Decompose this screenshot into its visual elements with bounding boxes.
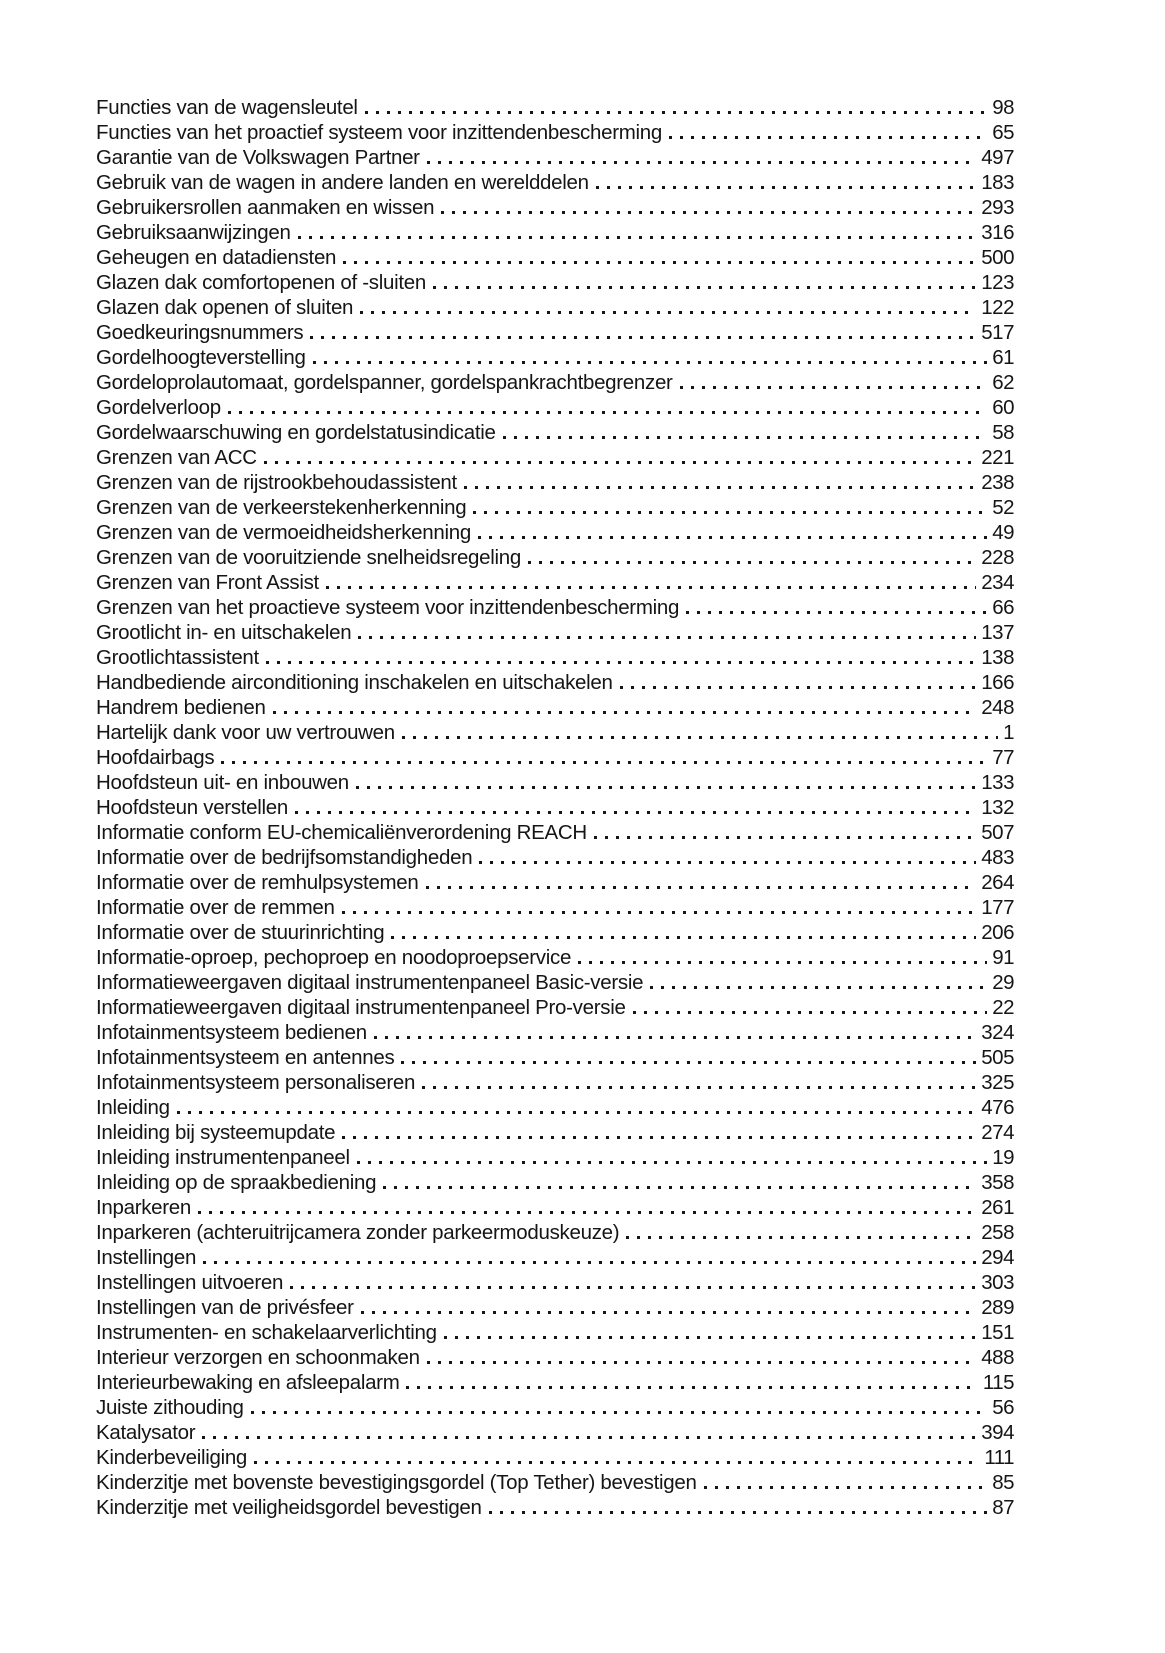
- toc-dot-leader: [482, 1495, 993, 1520]
- toc-entry-label: Grenzen van de verkeerstekenherkenning: [96, 496, 467, 519]
- toc-entry-page-number: 476: [981, 1096, 1014, 1119]
- toc-dot-leader: [496, 420, 993, 445]
- toc-entry-label: Kinderbeveiliging: [96, 1446, 248, 1469]
- toc-entry: [96, 1245, 1014, 1270]
- toc-entry-page-number: 500: [981, 246, 1014, 269]
- toc-entry: [96, 220, 1014, 245]
- toc-entry: [96, 1120, 1014, 1145]
- toc-entry-label: Juiste zithouding: [96, 1396, 244, 1419]
- toc-entry: [96, 1395, 1014, 1420]
- toc-dot-leader: [353, 295, 981, 320]
- toc-entry-page-number: 358: [981, 1171, 1014, 1194]
- toc-entry-page-number: 517: [981, 321, 1014, 344]
- toc-entry-label: Informatie-oproep, pechoproep en noodoproepservice: [96, 946, 572, 969]
- toc-entry-label: Garantie van de Volkswagen Partner: [96, 146, 420, 169]
- toc-entry-label: Functies van het proactief systeem voor inzittendenbescherming: [96, 121, 662, 144]
- toc-dot-leader: [247, 1445, 984, 1470]
- toc-entry-label: Hoofdsteun verstellen: [96, 796, 288, 819]
- toc-dot-leader: [349, 770, 981, 795]
- toc-entry-label: Informatieweergaven digitaal instrumentenpaneel Pro-versie: [96, 996, 626, 1019]
- toc-entry: [96, 1070, 1014, 1095]
- toc-entry-label: Grootlichtassistent: [96, 646, 259, 669]
- toc-entry: [96, 595, 1014, 620]
- toc-entry: [96, 120, 1014, 145]
- toc-entry: [96, 720, 1014, 745]
- toc-entry: [96, 270, 1014, 295]
- toc-entry-label: Gebruikersrollen aanmaken en wissen: [96, 196, 435, 219]
- toc-entry: [96, 320, 1014, 345]
- toc-entry: [96, 570, 1014, 595]
- toc-entry-label: Informatieweergaven digitaal instrumentenpaneel Basic-versie: [96, 971, 644, 994]
- toc-entry-label: Kinderzitje met veiligheidsgordel bevestigen: [96, 1496, 482, 1519]
- toc-entry: [96, 1220, 1014, 1245]
- toc-dot-leader: [266, 695, 982, 720]
- toc-dot-leader: [384, 920, 981, 945]
- toc-entry-page-number: 261: [981, 1196, 1014, 1219]
- toc-dot-leader: [472, 845, 981, 870]
- toc-entry: [96, 845, 1014, 870]
- toc-dot-leader: [673, 370, 993, 395]
- toc-entry-label: Inparkeren (achteruitrijcamera zonder parkeermoduskeuze): [96, 1221, 620, 1244]
- toc-entry: [96, 1470, 1014, 1495]
- toc-dot-leader: [336, 245, 981, 270]
- toc-dot-leader: [319, 570, 981, 595]
- toc-entry-page-number: 60: [992, 396, 1014, 419]
- toc-entry-page-number: 138: [981, 646, 1014, 669]
- toc-entry: [96, 1295, 1014, 1320]
- toc-dot-leader: [419, 870, 982, 895]
- toc-entry: [96, 1095, 1014, 1120]
- toc-entry-label: Gordeloprolautomaat, gordelspanner, gordelspankrachtbegrenzer: [96, 371, 673, 394]
- toc-entry-page-number: 166: [981, 671, 1014, 694]
- toc-entry-label: Grootlicht in- en uitschakelen: [96, 621, 352, 644]
- toc-dot-leader: [395, 720, 1003, 745]
- toc-entry-page-number: 91: [992, 946, 1014, 969]
- toc-dot-leader: [257, 445, 982, 470]
- toc-entry: [96, 620, 1014, 645]
- toc-entry: [96, 945, 1014, 970]
- toc-entry-page-number: 394: [981, 1421, 1014, 1444]
- toc-entry: [96, 1020, 1014, 1045]
- toc-dot-leader: [376, 1170, 981, 1195]
- toc-dot-leader: [259, 645, 981, 670]
- toc-dot-leader: [358, 95, 993, 120]
- toc-dot-leader: [613, 670, 982, 695]
- toc-entry: [96, 1420, 1014, 1445]
- toc-dot-leader: [196, 1245, 981, 1270]
- toc-entry: [96, 1345, 1014, 1370]
- toc-dot-leader: [457, 470, 981, 495]
- toc-entry: [96, 420, 1014, 445]
- toc-dot-leader: [589, 170, 982, 195]
- toc-dot-leader: [420, 145, 982, 170]
- toc-entry-label: Handbediende airconditioning inschakelen en uitschakelen: [96, 671, 613, 694]
- toc-entry: [96, 970, 1014, 995]
- toc-entry: [96, 695, 1014, 720]
- toc-entry: [96, 1445, 1014, 1470]
- toc-entry-page-number: 234: [981, 571, 1014, 594]
- toc-entry: [96, 870, 1014, 895]
- toc-entry-label: Glazen dak openen of sluiten: [96, 296, 354, 319]
- toc-entry-label: Informatie over de remmen: [96, 896, 335, 919]
- toc-list: [96, 95, 1014, 1520]
- toc-dot-leader: [426, 270, 981, 295]
- toc-entry-page-number: 85: [992, 1471, 1014, 1494]
- toc-entry: [96, 545, 1014, 570]
- toc-entry: [96, 445, 1014, 470]
- toc-entry-page-number: 111: [984, 1446, 1014, 1469]
- toc-entry-label: Instellingen: [96, 1246, 197, 1269]
- toc-entry-label: Grenzen van het proactieve systeem voor inzittendenbescherming: [96, 596, 680, 619]
- toc-entry-label: Grenzen van Front Assist: [96, 571, 319, 594]
- toc-entry: [96, 245, 1014, 270]
- toc-entry: [96, 395, 1014, 420]
- toc-entry-label: Gordelverloop: [96, 396, 221, 419]
- toc-dot-leader: [303, 320, 981, 345]
- toc-entry-label: Instellingen van de privésfeer: [96, 1296, 354, 1319]
- toc-entry: [96, 470, 1014, 495]
- toc-dot-leader: [471, 520, 992, 545]
- toc-entry-label: Informatie over de bedrijfsomstandigheden: [96, 846, 473, 869]
- toc-entry-label: Hoofdairbags: [96, 746, 215, 769]
- toc-entry: [96, 1320, 1014, 1345]
- toc-entry: [96, 1195, 1014, 1220]
- toc-dot-leader: [214, 745, 992, 770]
- toc-entry-page-number: 56: [992, 1396, 1014, 1419]
- toc-entry-label: Interieur verzorgen en schoonmaken: [96, 1346, 420, 1369]
- toc-entry-page-number: 98: [992, 96, 1014, 119]
- toc-entry-label: Gebruiksaanwijzingen: [96, 221, 291, 244]
- toc-dot-leader: [394, 1045, 981, 1070]
- toc-entry-label: Inleiding instrumentenpaneel: [96, 1146, 350, 1169]
- toc-dot-leader: [399, 1370, 982, 1395]
- toc-dot-leader: [434, 195, 981, 220]
- toc-entry-page-number: 115: [982, 1371, 1014, 1394]
- toc-entry-label: Hoofdsteun uit- en inbouwen: [96, 771, 349, 794]
- toc-dot-leader: [306, 345, 993, 370]
- toc-entry-page-number: 505: [981, 1046, 1014, 1069]
- toc-dot-leader: [466, 495, 992, 520]
- toc-entry-label: Inleiding: [96, 1096, 170, 1119]
- toc-entry-page-number: 122: [981, 296, 1014, 319]
- toc-entry-page-number: 49: [992, 521, 1014, 544]
- toc-entry-page-number: 507: [981, 821, 1014, 844]
- toc-dot-leader: [571, 945, 992, 970]
- toc-entry-page-number: 274: [981, 1121, 1014, 1144]
- toc-dot-leader: [679, 595, 992, 620]
- toc-entry-page-number: 183: [981, 171, 1014, 194]
- toc-entry-page-number: 1: [1003, 721, 1014, 744]
- toc-entry-page-number: 248: [981, 696, 1014, 719]
- toc-entry-page-number: 483: [981, 846, 1014, 869]
- toc-dot-leader: [221, 395, 992, 420]
- toc-entry-page-number: 294: [981, 1246, 1014, 1269]
- toc-entry: [96, 1270, 1014, 1295]
- toc-entry-label: Inleiding bij systeemupdate: [96, 1121, 336, 1144]
- toc-entry-page-number: 316: [981, 221, 1014, 244]
- toc-entry: [96, 1495, 1014, 1520]
- toc-dot-leader: [626, 995, 993, 1020]
- toc-entry: [96, 370, 1014, 395]
- toc-entry-label: Grenzen van de vooruitziende snelheidsregeling: [96, 546, 521, 569]
- toc-entry: [96, 95, 1014, 120]
- toc-entry-page-number: 66: [992, 596, 1014, 619]
- toc-dot-leader: [335, 895, 982, 920]
- toc-entry-page-number: 22: [992, 996, 1014, 1019]
- toc-entry-label: Instellingen uitvoeren: [96, 1271, 284, 1294]
- toc-entry-page-number: 238: [981, 471, 1014, 494]
- toc-entry-page-number: 303: [981, 1271, 1014, 1294]
- toc-entry-label: Infotainmentsysteem bedienen: [96, 1021, 367, 1044]
- toc-entry-page-number: 293: [981, 196, 1014, 219]
- toc-entry: [96, 645, 1014, 670]
- toc-entry: [96, 1370, 1014, 1395]
- toc-entry-label: Goedkeuringsnummers: [96, 321, 304, 344]
- toc-entry-label: Instrumenten- en schakelaarverlichting: [96, 1321, 437, 1344]
- toc-entry-label: Informatie conform EU-chemicaliënverordening REACH: [96, 821, 587, 844]
- toc-entry: [96, 495, 1014, 520]
- toc-entry: [96, 170, 1014, 195]
- toc-entry-page-number: 289: [981, 1296, 1014, 1319]
- toc-entry-page-number: 228: [981, 546, 1014, 569]
- toc-entry: [96, 770, 1014, 795]
- toc-entry: [96, 820, 1014, 845]
- toc-entry-page-number: 497: [981, 146, 1014, 169]
- toc-dot-leader: [291, 220, 982, 245]
- toc-dot-leader: [354, 1295, 982, 1320]
- toc-entry-page-number: 488: [981, 1346, 1014, 1369]
- toc-entry-label: Gordelhoogteverstelling: [96, 346, 306, 369]
- toc-entry-page-number: 87: [992, 1496, 1014, 1519]
- toc-entry-label: Glazen dak comfortopenen of -sluiten: [96, 271, 426, 294]
- toc-entry-label: Handrem bedienen: [96, 696, 266, 719]
- toc-entry-page-number: 61: [992, 346, 1014, 369]
- toc-entry-label: Katalysator: [96, 1421, 196, 1444]
- toc-dot-leader: [170, 1095, 982, 1120]
- toc-dot-leader: [191, 1195, 981, 1220]
- toc-entry-label: Informatie over de stuurinrichting: [96, 921, 385, 944]
- toc-entry-page-number: 324: [981, 1021, 1014, 1044]
- toc-entry-page-number: 137: [981, 621, 1014, 644]
- toc-dot-leader: [351, 620, 981, 645]
- toc-dot-leader: [697, 1470, 993, 1495]
- toc-dot-leader: [288, 795, 981, 820]
- toc-entry-label: Kinderzitje met bovenste bevestigingsgordel (Top Tether) bevestigen: [96, 1471, 697, 1494]
- toc-entry-label: Grenzen van de vermoeidheidsherkenning: [96, 521, 471, 544]
- toc-entry-page-number: 206: [981, 921, 1014, 944]
- toc-entry: [96, 1145, 1014, 1170]
- toc-entry: [96, 195, 1014, 220]
- toc-entry: [96, 520, 1014, 545]
- toc-entry-label: Grenzen van ACC: [96, 446, 257, 469]
- toc-dot-leader: [662, 120, 992, 145]
- toc-entry: [96, 1170, 1014, 1195]
- toc-dot-leader: [350, 1145, 992, 1170]
- toc-entry-page-number: 52: [992, 496, 1014, 519]
- toc-entry-page-number: 264: [981, 871, 1014, 894]
- toc-dot-leader: [521, 545, 981, 570]
- toc-dot-leader: [283, 1270, 981, 1295]
- toc-entry-page-number: 151: [981, 1321, 1014, 1344]
- toc-entry-page-number: 62: [992, 371, 1014, 394]
- toc-entry-page-number: 177: [981, 896, 1014, 919]
- toc-entry-label: Inleiding op de spraakbediening: [96, 1171, 377, 1194]
- toc-dot-leader: [244, 1395, 993, 1420]
- toc-entry-page-number: 123: [981, 271, 1014, 294]
- toc-entry: [96, 745, 1014, 770]
- toc-entry-page-number: 258: [981, 1221, 1014, 1244]
- toc-dot-leader: [195, 1420, 981, 1445]
- toc-entry: [96, 295, 1014, 320]
- toc-entry: [96, 670, 1014, 695]
- toc-dot-leader: [367, 1020, 981, 1045]
- toc-entry-label: Hartelijk dank voor uw vertrouwen: [96, 721, 395, 744]
- toc-dot-leader: [619, 1220, 981, 1245]
- toc-entry-label: Inparkeren: [96, 1196, 192, 1219]
- toc-entry-page-number: 19: [992, 1146, 1014, 1169]
- toc-entry-label: Geheugen en datadiensten: [96, 246, 337, 269]
- toc-dot-leader: [437, 1320, 982, 1345]
- toc-entry-label: Gordelwaarschuwing en gordelstatusindicatie: [96, 421, 496, 444]
- toc-dot-leader: [643, 970, 992, 995]
- toc-entry: [96, 795, 1014, 820]
- toc-entry-page-number: 29: [992, 971, 1014, 994]
- toc-entry: [96, 920, 1014, 945]
- toc-entry-label: Interieurbewaking en afsleepalarm: [96, 1371, 400, 1394]
- toc-dot-leader: [420, 1345, 982, 1370]
- toc-entry-page-number: 133: [981, 771, 1014, 794]
- toc-entry: [96, 145, 1014, 170]
- toc-entry-page-number: 77: [992, 746, 1014, 769]
- toc-entry: [96, 1045, 1014, 1070]
- toc-entry-label: Functies van de wagensleutel: [96, 96, 358, 119]
- toc-entry-label: Infotainmentsysteem personaliseren: [96, 1071, 416, 1094]
- toc-entry-label: Infotainmentsysteem en antennes: [96, 1046, 395, 1069]
- toc-entry: [96, 345, 1014, 370]
- toc-dot-leader: [415, 1070, 981, 1095]
- toc-entry-label: Gebruik van de wagen in andere landen en werelddelen: [96, 171, 589, 194]
- toc-entry-label: Informatie over de remhulpsystemen: [96, 871, 419, 894]
- toc-entry-page-number: 221: [981, 446, 1014, 469]
- toc-entry-page-number: 132: [981, 796, 1014, 819]
- toc-entry: [96, 995, 1014, 1020]
- toc-entry-page-number: 65: [992, 121, 1014, 144]
- toc-entry-page-number: 58: [992, 421, 1014, 444]
- toc-entry-label: Grenzen van de rijstrookbehoudassistent: [96, 471, 457, 494]
- toc-entry: [96, 895, 1014, 920]
- toc-entry-page-number: 325: [981, 1071, 1014, 1094]
- toc-dot-leader: [335, 1120, 981, 1145]
- toc-dot-leader: [587, 820, 981, 845]
